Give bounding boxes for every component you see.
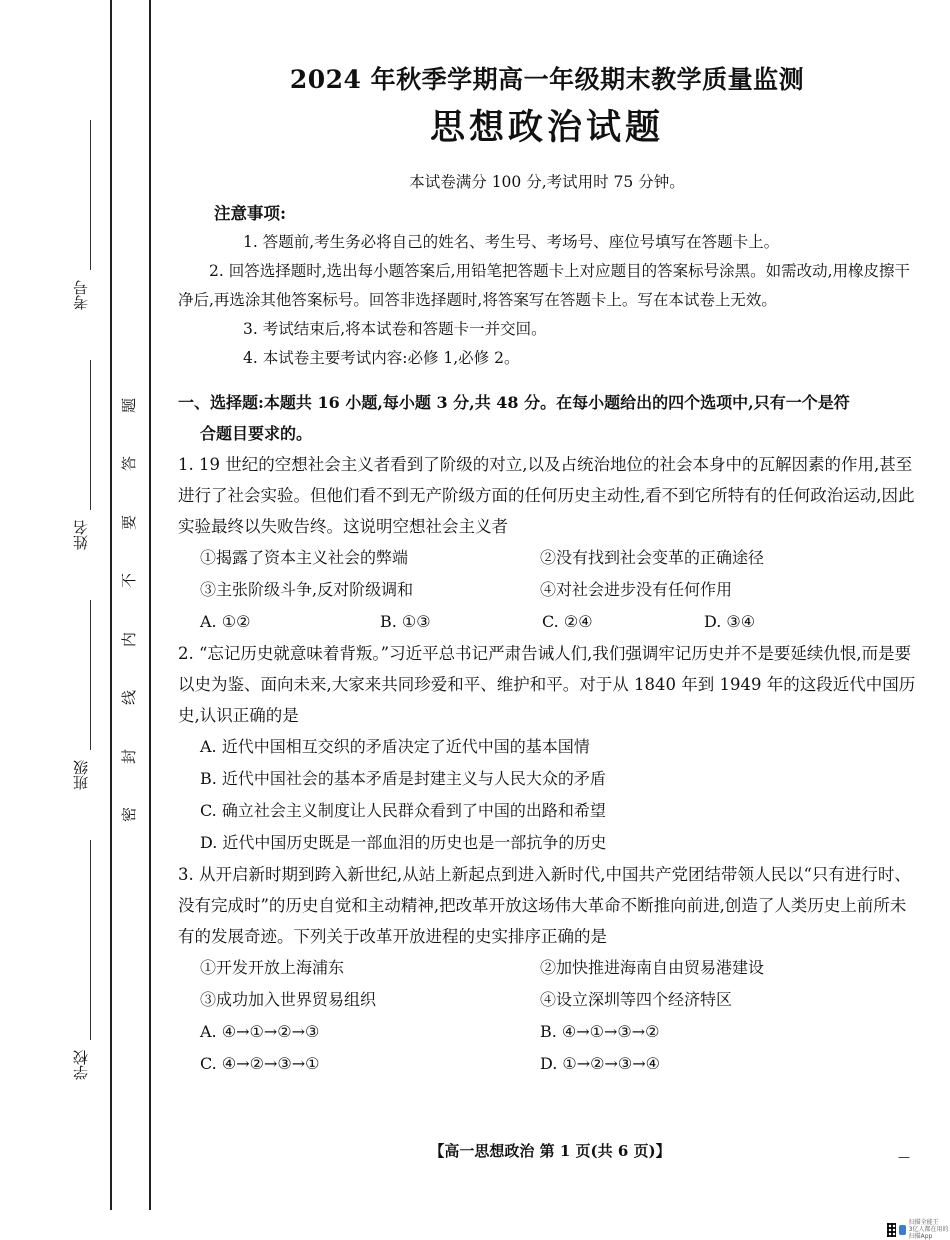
exam-title: 2024 年秋季学期高一年级期末教学质量监测 <box>289 65 805 94</box>
option-c: C. ④→②→③→① <box>200 1054 320 1073</box>
option-list <box>178 1016 916 1080</box>
notice-title: 注意事项: <box>214 204 287 223</box>
watermark-line: 扫描全能王 <box>908 1219 939 1226</box>
question-3 <box>178 859 916 1080</box>
option-c: C. 确立社会主义制度让人民群众看到了中国的出路和希望 <box>200 801 606 820</box>
option-a: A. ①② <box>200 612 251 631</box>
section-line: 合题目要求的。 <box>200 424 313 443</box>
section-heading <box>178 387 916 449</box>
option-a: A. 近代中国相互交织的矛盾决定了近代中国的基本国情 <box>200 737 590 756</box>
exam-number-field[interactable] <box>66 120 110 360</box>
field-label: 班级 <box>72 760 90 790</box>
option-b: B. ④→①→③→② <box>540 1022 660 1041</box>
field-rule <box>90 840 91 1040</box>
option-c: C. ②④ <box>542 612 593 631</box>
notice-item: 3. 考试结束后,将本试卷和答题卡一并交回。 <box>243 320 547 338</box>
exam-info: 本试卷满分 100 分,考试用时 75 分钟。 <box>409 173 685 191</box>
statement: ②没有找到社会变革的正确途径 <box>540 548 765 567</box>
statement: ①揭露了资本主义社会的弊端 <box>200 548 409 567</box>
class-field[interactable] <box>66 600 110 820</box>
field-rule <box>90 600 91 750</box>
scanner-logo-icon <box>899 1225 906 1235</box>
option-list <box>178 606 916 638</box>
field-label: 考号 <box>72 280 90 310</box>
subject-title: 思想政治试题 <box>429 107 664 148</box>
seal-char: 封 <box>120 748 139 764</box>
statement: ④对社会进步没有任何作用 <box>540 580 733 599</box>
statement: ①开发开放上海浦东 <box>200 958 345 977</box>
seal-char: 要 <box>120 514 139 530</box>
question-2 <box>178 638 916 859</box>
question-1 <box>178 449 916 638</box>
seal-char: 线 <box>120 690 139 706</box>
seal-warning-text <box>113 395 145 825</box>
binding-line-right <box>149 0 151 1210</box>
seal-char: 题 <box>120 397 139 414</box>
scanner-watermark <box>887 1219 950 1240</box>
option-d: D. ③④ <box>704 612 756 631</box>
seal-char: 不 <box>120 573 139 589</box>
binding-line-left <box>110 0 112 1210</box>
notice-item: 2. 回答选择题时,选出每小题答案后,用铅笔把答题卡上对应题目的答案标号涂黑。如需改动,用橡皮擦干净后,再选涂其他答案标号。回答非选择题时,将答案写在答题卡上。写在本试卷上无效。 <box>178 262 910 309</box>
seal-char: 密 <box>120 806 139 822</box>
statement-list <box>178 952 916 1016</box>
seal-char: 答 <box>120 456 139 472</box>
field-rule <box>90 360 91 510</box>
statement: ③成功加入世界贸易组织 <box>200 990 377 1009</box>
notice-item: 4. 本试卷主要考试内容:必修 1,必修 2。 <box>243 349 520 367</box>
qr-code-icon <box>887 1223 896 1237</box>
notice-item: 1. 答题前,考生务必将自己的姓名、考生号、考场号、座位号填写在答题卡上。 <box>243 233 780 251</box>
statement: ②加快推进海南自由贸易港建设 <box>540 958 765 977</box>
question-stem: 3. 从开启新时期到跨入新世纪,从站上新起点到进入新时代,中国共产党团结带领人民以“只有进行时、没有完成时”的历史自觉和主动精神,把改革开放这场伟大革命不断推向前进,创造了人类历史上前所未有的发展奇迹。下列关于改革开放进程的史实排序正确的是 <box>178 865 911 946</box>
question-stem: 2. “忘记历史就意味着背叛。”习近平总书记严肃告诫人们,我们强调牢记历史并不是要延续仇恨,而是要以史为鉴、面向未来,大家来共同珍爱和平、维护和平。对于从 1840 年到 1949 年的这段近代中国历史,认识正确的是 <box>178 644 916 725</box>
section-line: 一、选择题:本题共 16 小题,每小题 3 分,共 48 分。在每小题给出的四个选项中,只有一个是符 <box>178 393 850 412</box>
option-a: A. ④→①→②→③ <box>200 1022 320 1041</box>
statement: ④设立深圳等四个经济特区 <box>540 990 733 1009</box>
statement: ③主张阶级斗争,反对阶级调和 <box>200 580 414 599</box>
question-stem: 1. 19 世纪的空想社会主义者看到了阶级的对立,以及占统治地位的社会本身中的瓦解因素的作用,甚至进行了社会实验。但他们看不到无产阶级方面的任何历史主动性,看不到它所特有的任何政治运动,因此实验最终以失败告终。这说明空想社会主义者 <box>178 455 915 536</box>
watermark-line: 3亿人都在用的扫描App <box>908 1226 949 1240</box>
notice-block <box>178 200 916 373</box>
school-field[interactable] <box>66 840 110 1090</box>
page-footer: 【高一思想政治 第 1 页(共 6 页)】 <box>429 1142 671 1160</box>
statement-list <box>178 542 916 606</box>
field-label: 学校 <box>72 1050 90 1080</box>
field-rule <box>90 120 91 270</box>
seal-char: 内 <box>120 631 139 647</box>
exam-content <box>178 60 916 1080</box>
option-b: B. ①③ <box>380 612 431 631</box>
option-b: B. 近代中国社会的基本矛盾是封建主义与人民大众的矛盾 <box>200 769 606 788</box>
option-d: D. ①→②→③→④ <box>540 1054 661 1073</box>
field-label: 姓名 <box>72 520 90 550</box>
name-field[interactable] <box>66 360 110 590</box>
footer-dash: — <box>898 1150 910 1164</box>
watermark-text <box>909 1219 950 1240</box>
option-d: D. 近代中国历史既是一部血泪的历史也是一部抗争的历史 <box>200 833 607 852</box>
